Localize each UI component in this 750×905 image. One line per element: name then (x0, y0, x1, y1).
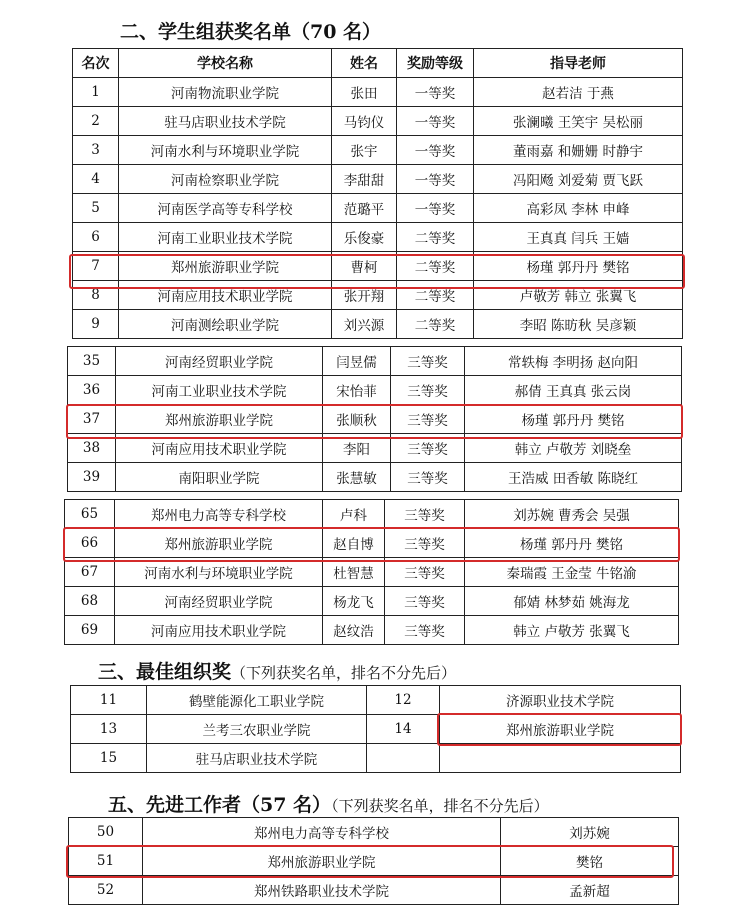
table-cell: 指导老师 (474, 49, 683, 78)
table-cell: 14 (367, 715, 440, 744)
table-cell: 赵纹浩 (323, 616, 385, 645)
table-cell: 河南检察职业学院 (119, 165, 332, 194)
table-cell: 河南应用技术职业学院 (119, 281, 332, 310)
table-cell: 一等奖 (397, 165, 474, 194)
table-row (68, 463, 682, 492)
table-row (71, 686, 681, 715)
table-cell: 名次 (73, 49, 119, 78)
table-cell: 河南经贸职业学院 (116, 347, 323, 376)
table-cell: 郑州电力高等专科学校 (115, 500, 323, 529)
table-cell: 卢科 (323, 500, 385, 529)
table-cell: 张顺秋 (323, 405, 391, 434)
table-cell: 三等奖 (391, 376, 465, 405)
table-row (69, 818, 679, 847)
table-cell: 冯阳飏 刘爱菊 贾飞跃 (474, 165, 683, 194)
table-cell: 郑州旅游职业学院 (116, 405, 323, 434)
section5-title: 五、先进工作者（57 名） (108, 794, 332, 816)
table-cell: 66 (65, 529, 115, 558)
highlight-row-7 (69, 254, 685, 289)
table-cell: 12 (367, 686, 440, 715)
table-cell: 35 (68, 347, 116, 376)
table-cell: 南阳职业学院 (116, 463, 323, 492)
section5-note: （下列获奖名单，排名不分先后） (331, 797, 549, 815)
table-cell: 张开翔 (332, 281, 397, 310)
table-cell: 37 (68, 405, 116, 434)
table-cell: 39 (68, 463, 116, 492)
table-cell: 孟新超 (501, 876, 679, 905)
table-cell: 河南应用技术职业学院 (116, 434, 323, 463)
table-cell: 11 (71, 686, 147, 715)
highlight-row-66 (63, 527, 680, 562)
table-cell: 三等奖 (385, 500, 465, 529)
table-cell: 13 (71, 715, 147, 744)
table-cell: 三等奖 (391, 347, 465, 376)
table-cell: 曹柯 (332, 252, 397, 281)
table-row (68, 347, 682, 376)
table-cell: 张慧敏 (323, 463, 391, 492)
table-cell: 范璐平 (332, 194, 397, 223)
table-cell: 王浩威 田香敏 陈晓红 (465, 463, 682, 492)
table-row (65, 616, 679, 645)
table-cell: 三等奖 (385, 529, 465, 558)
table-row (65, 500, 679, 529)
table-cell: 李甜甜 (332, 165, 397, 194)
table-cell: 兰考三农职业学院 (147, 715, 367, 744)
table-cell: 6 (73, 223, 119, 252)
table-cell: 68 (65, 587, 115, 616)
table-cell: 郑州旅游职业学院 (143, 847, 501, 876)
table-cell: 李阳 (323, 434, 391, 463)
table-row (73, 136, 683, 165)
table-row (73, 223, 683, 252)
table-cell: 郝倩 王真真 张云岗 (465, 376, 682, 405)
table-cell: 郑州旅游职业学院 (119, 252, 332, 281)
table-cell: 7 (73, 252, 119, 281)
table-cell: 36 (68, 376, 116, 405)
table-cell: 杨龙飞 (323, 587, 385, 616)
table-cell: 刘苏婉 (501, 818, 679, 847)
table-cell: 郑州旅游职业学院 (440, 715, 681, 744)
table-cell: 马钧仪 (332, 107, 397, 136)
table-cell: 三等奖 (391, 463, 465, 492)
table-cell: 鹤壁能源化工职业学院 (147, 686, 367, 715)
table-cell: 河南水利与环境职业学院 (115, 558, 323, 587)
table-cell: 50 (69, 818, 143, 847)
table-cell: 69 (65, 616, 115, 645)
table-cell: 常轶梅 李明扬 赵向阳 (465, 347, 682, 376)
table-cell: 杨瑾 郭丹丹 樊铭 (465, 405, 682, 434)
table-cell: 郑州铁路职业技术学院 (143, 876, 501, 905)
table-cell: 3 (73, 136, 119, 165)
table-cell: 一等奖 (397, 194, 474, 223)
table-cell: 李昭 陈昉秋 吴彦颖 (474, 310, 683, 339)
section3-title: 三、最佳组织奖 (98, 661, 232, 683)
table-cell: 王真真 闫兵 王嫱 (474, 223, 683, 252)
table-cell: 二等奖 (397, 281, 474, 310)
table-cell: 郑州电力高等专科学校 (143, 818, 501, 847)
table-row (73, 165, 683, 194)
table-row (73, 107, 683, 136)
table-cell: 樊铭 (501, 847, 679, 876)
table-cell: 三等奖 (385, 558, 465, 587)
table-cell: 驻马店职业技术学院 (147, 744, 367, 773)
table-cell: 河南测绘职业学院 (119, 310, 332, 339)
table-cell: 杨瑾 郭丹丹 樊铭 (465, 529, 679, 558)
table-cell: 二等奖 (397, 252, 474, 281)
table-cell: 高彩凤 李林 申峰 (474, 194, 683, 223)
table-cell: 河南工业职业技术学院 (119, 223, 332, 252)
table-cell: 卢敬芳 韩立 张翼飞 (474, 281, 683, 310)
table-row (73, 78, 683, 107)
table-header-row (73, 49, 683, 78)
table-cell: 67 (65, 558, 115, 587)
table-cell: 闫昱儒 (323, 347, 391, 376)
table-cell: 杜智慧 (323, 558, 385, 587)
table-cell: 52 (69, 876, 143, 905)
table-row (73, 310, 683, 339)
highlight-best-org-14 (437, 713, 682, 746)
table-cell: 一等奖 (397, 78, 474, 107)
table-cell (367, 744, 440, 773)
table-cell: 二等奖 (397, 310, 474, 339)
table-cell: 秦瑞霞 王金莹 牛铭渝 (465, 558, 679, 587)
table-cell: 15 (71, 744, 147, 773)
table-cell: 姓名 (332, 49, 397, 78)
table-row (73, 194, 683, 223)
table-cell: 韩立 卢敬芳 刘晓垒 (465, 434, 682, 463)
table-cell (440, 744, 681, 773)
table-cell: 三等奖 (391, 405, 465, 434)
table-cell: 65 (65, 500, 115, 529)
table-cell: 一等奖 (397, 136, 474, 165)
table-cell: 5 (73, 194, 119, 223)
table-cell: 三等奖 (385, 616, 465, 645)
table-cell: 9 (73, 310, 119, 339)
student-awards-table-top (72, 48, 683, 339)
table-cell: 董雨嘉 和姗姗 时静宇 (474, 136, 683, 165)
table-cell: 张田 (332, 78, 397, 107)
table-cell: 河南经贸职业学院 (115, 587, 323, 616)
table-cell: 三等奖 (391, 434, 465, 463)
table-cell: 赵自博 (323, 529, 385, 558)
section3-note: （下列获奖名单，排名不分先后） (231, 664, 457, 682)
table-cell: 驻马店职业技术学院 (119, 107, 332, 136)
table-row (71, 744, 681, 773)
table-cell: 2 (73, 107, 119, 136)
table-row (69, 876, 679, 905)
table-cell: 奖励等级 (397, 49, 474, 78)
highlight-worker-51 (66, 845, 674, 878)
table-cell: 学校名称 (119, 49, 332, 78)
table-cell: 河南医学高等专科学校 (119, 194, 332, 223)
table-cell: 1 (73, 78, 119, 107)
section2-title: 二、学生组获奖名单（70 名） (120, 21, 382, 43)
table-row (68, 376, 682, 405)
table-cell: 乐俊豪 (332, 223, 397, 252)
table-cell: 宋怡菲 (323, 376, 391, 405)
table-cell: 河南物流职业学院 (119, 78, 332, 107)
table-cell: 张澜曦 王笑宇 吴松丽 (474, 107, 683, 136)
table-cell: 河南工业职业技术学院 (116, 376, 323, 405)
table-cell: 郑州旅游职业学院 (115, 529, 323, 558)
table-cell: 张宇 (332, 136, 397, 165)
table-cell: 38 (68, 434, 116, 463)
table-cell: 三等奖 (385, 587, 465, 616)
table-cell: 郁婧 林梦茹 姚海龙 (465, 587, 679, 616)
table-cell: 刘兴源 (332, 310, 397, 339)
table-cell: 韩立 卢敬芳 张翼飞 (465, 616, 679, 645)
table-cell: 二等奖 (397, 223, 474, 252)
table-cell: 一等奖 (397, 107, 474, 136)
table-cell: 杨瑾 郭丹丹 樊铭 (474, 252, 683, 281)
table-row (65, 587, 679, 616)
table-cell: 河南水利与环境职业学院 (119, 136, 332, 165)
table-cell: 赵若洁 于燕 (474, 78, 683, 107)
table-cell: 51 (69, 847, 143, 876)
section5-heading (108, 790, 549, 817)
table-cell: 刘苏婉 曹秀会 吴强 (465, 500, 679, 529)
student-awards-table-bottom (64, 499, 679, 645)
table-cell: 济源职业技术学院 (440, 686, 681, 715)
section3-heading (98, 657, 456, 684)
table-cell: 河南应用技术职业学院 (115, 616, 323, 645)
table-cell: 4 (73, 165, 119, 194)
highlight-row-37 (66, 404, 683, 439)
table-cell: 8 (73, 281, 119, 310)
